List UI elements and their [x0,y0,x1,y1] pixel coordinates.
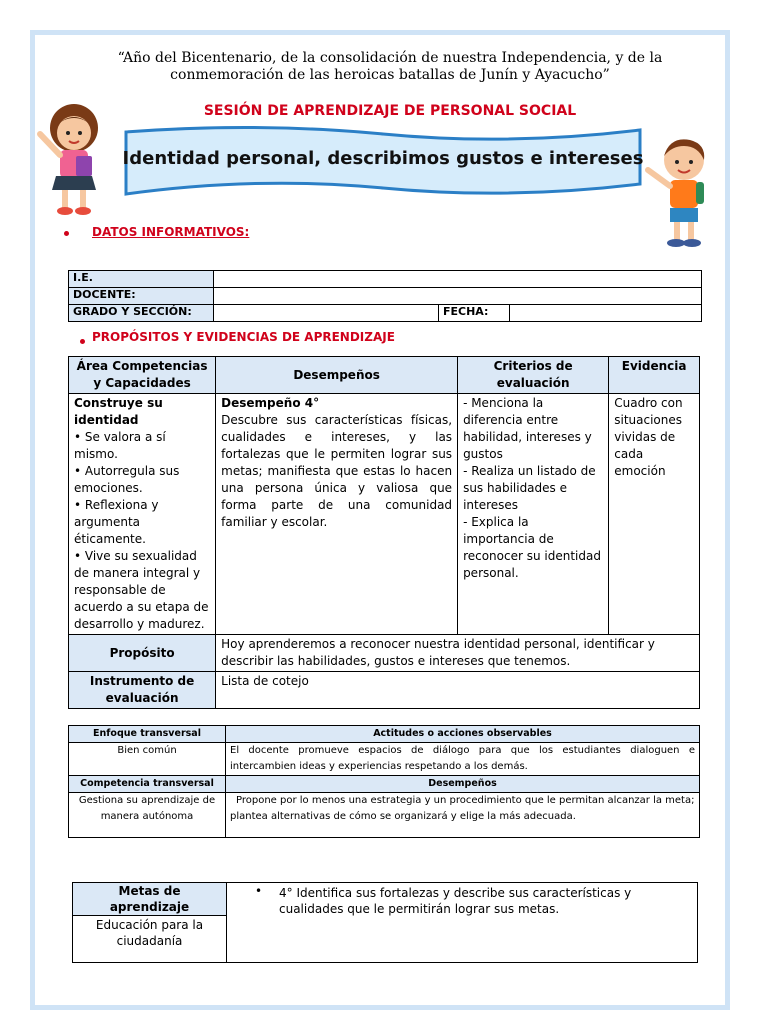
criterios-cell [458,394,609,635]
desempenos-value: Propone por lo menos una estrategia y un procedimiento que le permitan alcanzar la meta; plantea alternativas de cómo se organizará y elige la más adecuada. [226,793,700,838]
docente-label: DOCENTE: [69,288,214,305]
instrumento-label: Instrumento de evaluación [69,672,216,709]
datos-section-title: DATOS INFORMATIVOS: [92,225,250,239]
proposito-text: Hoy aprenderemos a reconocer nuestra identidad personal, identificar y describir las habilidades, gustos e intereses que tenemos. [216,635,700,672]
criterio-item: - Realiza un listado de sus habilidades e intereses [463,464,596,512]
bullet-icon [64,231,69,236]
metas-table [72,882,698,963]
desempeno-cell [216,394,458,635]
lesson-title: Identidad personal, describimos gustos e intereses [122,148,644,169]
criterio-item: - Explica la importancia de reconocer su identidad personal. [463,515,601,580]
fecha-label: FECHA: [439,305,510,322]
grado-label: GRADO Y SECCIÓN: [69,305,214,322]
ie-label: I.E. [69,271,214,288]
competencia-value: Gestiona su aprendizaje de manera autónoma [69,793,226,838]
header-evidencia: Evidencia [609,357,700,394]
metas-area: Educación para la ciudadanía [73,916,227,963]
desempeno-title: Desempeño 4° [221,396,320,410]
capacidad-item: • Autorregula sus emociones. [74,464,180,495]
fecha-value [510,305,702,322]
header-actitudes: Actitudes o acciones observables [226,726,700,743]
grado-value [214,305,439,322]
title-banner [118,122,648,202]
header-competencia-transversal: Competencia transversal [69,776,226,793]
header-area: Área Competencias y Capacidades [69,357,216,394]
header-desempenos-transversal: Desempeños [226,776,700,793]
actitudes-value: El docente promueve espacios de diálogo para que los estudiantes dialoguen e intercambien ideas y experiencias respetando a los demás. [226,743,700,776]
criterio-item: - Menciona la diferencia entre habilidad, intereses y gustos [463,396,592,461]
header-enfoque: Enfoque transversal [69,726,226,743]
desempeno-text: Descubre sus características físicas, cualidades e intereses, y las fortalezas que le permiten lograr sus metas; manifiesta que estas lo hacen una persona única y valiosa que forma parte de una comunidad familiar y escolar. [221,413,453,529]
bullet-icon [80,339,85,344]
metas-text-cell [227,883,698,963]
propositos-section-title: PROPÓSITOS Y EVIDENCIAS DE APRENDIZAJE [92,330,395,344]
boy-illustration [640,132,720,252]
year-motto [100,50,680,84]
session-title: SESIÓN DE APRENDIZAJE DE PERSONAL SOCIAL [203,103,577,119]
ie-value [214,271,702,288]
enfoque-value: Bien común [69,743,226,776]
competencias-cell [69,394,216,635]
metas-text: 4° Identifica sus fortalezas y describe sus características y cualidades que le permitirán lograr sus metas. [279,886,632,916]
enfoque-table [68,725,700,838]
girl-illustration [32,100,112,218]
year-motto-line1: “Año del Bicentenario, de la consolidación de nuestra Independencia, y de la [117,50,663,66]
instrumento-text: Lista de cotejo [216,672,700,709]
capacidad-item: • Se valora a sí mismo. [74,430,166,461]
header-criterios: Criterios de evaluación [458,357,609,394]
docente-value [214,288,702,305]
proposito-label: Propósito [69,635,216,672]
capacidad-item: • Reflexiona y argumenta éticamente. [74,498,159,546]
capacidad-item: • Vive su sexualidad de manera integral y responsable de acuerdo a su etapa de desarrollo y madurez. [74,549,209,631]
bullet-icon: • [255,884,263,898]
info-table [68,270,702,322]
header-desempenos: Desempeños [216,357,458,394]
learning-table [68,356,700,709]
competencia-title: Construye su identidad [74,396,163,427]
evidencia-cell: Cuadro con situaciones vividas de cada emoción [609,394,700,635]
metas-header: Metas de aprendizaje [73,883,227,916]
year-motto-line2: conmemoración de las heroicas batallas de Junín y Ayacucho” [170,67,610,83]
